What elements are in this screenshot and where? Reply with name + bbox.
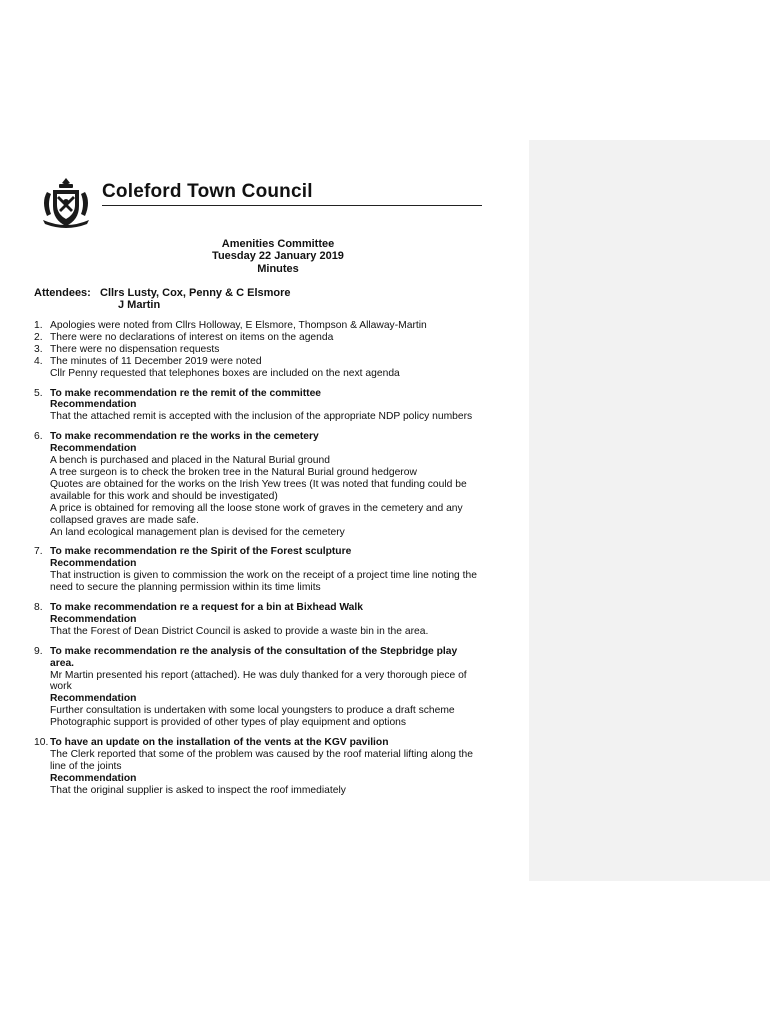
comment-pane: [529, 140, 770, 881]
item-subheading: Recommendation: [50, 693, 137, 705]
attendees-label: Attendees:: [34, 287, 91, 299]
item-title: To make recommendation re a request for a bin at Bixhead Walk: [50, 602, 363, 614]
item-line: An land ecological management plan is devised for the cemetery: [50, 526, 345, 538]
item-title: To make recommendation re the remit of the committee: [50, 387, 322, 399]
item-title: To have an update on the installation of the vents at the KGV pavilion: [50, 737, 389, 749]
title-rule: [102, 205, 482, 206]
item-line: A tree surgeon is to check the broken tree in the Natural Burial ground hedgerow: [50, 466, 417, 478]
attendees-others: J Martin: [118, 299, 161, 312]
opening-note: Cllr Penny requested that telephones boxes are included on the next agenda: [50, 367, 400, 379]
item-number: 2.: [34, 331, 43, 343]
list-item: [34, 356, 520, 368]
item-subheading: Recommendation: [50, 399, 137, 411]
item-subheading: Recommendation: [50, 613, 137, 625]
agenda-item: [34, 737, 520, 797]
item-body: [50, 546, 520, 594]
item-line: Quotes are obtained for the works on the Irish Yew trees (It was noted that funding could be: [50, 478, 467, 490]
item-subheading: Recommendation: [50, 772, 137, 784]
item-line: Photographic support is provided of other types of play equipment and options: [50, 717, 407, 729]
item-title: To make recommendation re the analysis of the consultation of the Stepbridge play: [50, 645, 458, 657]
item-line: A bench is purchased and placed in the Natural Burial ground: [50, 455, 330, 467]
item-number: 8.: [34, 602, 43, 614]
item-line: available for this work and should be investigated): [50, 490, 278, 502]
item-text: There were no dispensation requests: [50, 343, 220, 355]
agenda-item: [34, 646, 520, 729]
agenda-items: [34, 388, 520, 797]
item-line: A price is obtained for removing all the loose stone work of graves in the cemetery and any: [50, 502, 463, 514]
agenda-item: [34, 546, 520, 594]
agenda-item: [34, 388, 520, 424]
item-subheading: area.: [50, 657, 75, 669]
item-line: Mr Martin presented his report (attached). He was duly thanked for a very thorough piece of: [50, 669, 467, 681]
item-line: work: [50, 681, 72, 693]
item-text: The minutes of 11 December 2019 were noted: [50, 355, 262, 367]
item-title: To make recommendation re the Spirit of the Forest sculpture: [50, 546, 352, 558]
item-line: need to secure the planning permission within its time limits: [50, 582, 321, 594]
item-number: 7.: [34, 546, 43, 558]
item-number: 1.: [34, 320, 43, 331]
council-crest-icon: [39, 176, 93, 230]
committee-name: Amenities Committee: [221, 238, 335, 250]
item-text: There were no declarations of interest on items on the agenda: [50, 331, 334, 343]
item-subheading: Recommendation: [50, 558, 137, 570]
item-number: 5.: [34, 387, 43, 399]
item-line: That the Forest of Dean District Council is asked to provide a waste bin in the area.: [50, 625, 429, 637]
item-number: 10.: [34, 737, 49, 749]
list-item: [34, 320, 520, 332]
item-line: collapsed graves are made safe.: [50, 514, 199, 526]
item-number: 9.: [34, 645, 43, 657]
item-body: [50, 646, 520, 729]
document-heading: [120, 238, 436, 275]
agenda-item: [34, 602, 520, 638]
item-line: The Clerk reported that some of the problem was caused by the roof material lifting along the: [50, 749, 473, 760]
minutes-content: [34, 320, 520, 797]
opening-items: [34, 320, 520, 380]
list-item: [34, 344, 520, 356]
council-name: Coleford Town Council: [102, 181, 313, 202]
item-body: [50, 431, 520, 538]
item-line: line of the joints: [50, 760, 122, 772]
item-title: To make recommendation re the works in the cemetery: [50, 431, 319, 443]
item-body: [50, 737, 520, 797]
attendees-councillors: Cllrs Lusty, Cox, Penny & C Elsmore: [100, 287, 291, 299]
item-line: Further consultation is undertaken with some local youngsters to produce a draft scheme: [50, 705, 455, 717]
item-number: 3.: [34, 343, 43, 355]
attendees-block: [34, 287, 291, 312]
item-line: That the attached remit is accepted with the inclusion of the appropriate NDP policy numbers: [50, 411, 473, 423]
item-body: [50, 388, 520, 424]
document-type: Minutes: [257, 262, 299, 275]
list-item: [34, 332, 520, 344]
item-line: That instruction is given to commission the work on the receipt of a project time line noting the: [50, 570, 477, 582]
item-number: 6.: [34, 431, 43, 443]
item-number: 4.: [34, 355, 43, 367]
item-body: [50, 602, 520, 638]
item-text: Apologies were noted from Cllrs Holloway, E Elsmore, Thompson & Allaway-Martin: [50, 320, 427, 331]
agenda-item: [34, 431, 520, 538]
meeting-date: Tuesday 22 January 2019: [212, 250, 344, 263]
item-line: That the original supplier is asked to inspect the roof immediately: [50, 784, 346, 796]
item-subheading: Recommendation: [50, 443, 137, 455]
